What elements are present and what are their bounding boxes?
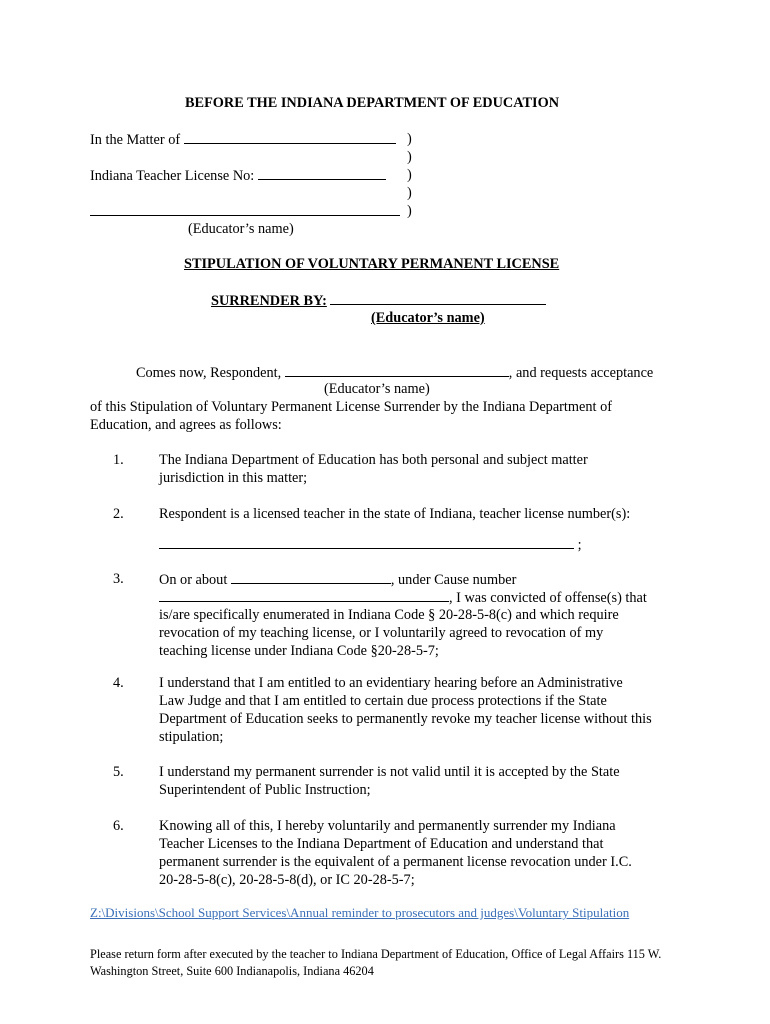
item-3-number: 3. — [113, 571, 124, 587]
item-5-line: Superintendent of Public Instruction; — [159, 782, 371, 798]
item-4-line: stipulation; — [159, 729, 224, 745]
item-4-line: I understand that I am entitled to an evidentiary hearing before an Administrative — [159, 675, 623, 691]
surrender-by-line — [211, 291, 546, 310]
item-3-line: teaching license under Indiana Code §20-28-5-7; — [159, 643, 439, 659]
intro-line-2: of this Stipulation of Voluntary Permanent License Surrender by the Indiana Department of — [90, 399, 612, 415]
item-3-line: is/are specifically enumerated in Indiana Code § 20-28-5-8(c) and which require — [159, 607, 619, 623]
conviction-date-field[interactable] — [231, 570, 391, 584]
footer-line-1: Please return form after executed by the teacher to Indiana Department of Education, Office of Legal Affairs 115 W. — [90, 947, 662, 961]
item-2-line: Respondent is a licensed teacher in the state of Indiana, teacher license number(s): — [159, 506, 631, 522]
caption-paren-5: ) — [407, 203, 412, 219]
cause-number-field[interactable] — [159, 588, 449, 602]
item-4-line: Law Judge and that I am entitled to certain due process protections if the State — [159, 693, 607, 709]
item-6-number: 6. — [113, 818, 124, 834]
educator-name-field[interactable] — [90, 202, 400, 216]
intro-comes-now: Comes now, Respondent, — [136, 365, 282, 381]
matter-label: In the Matter of — [90, 132, 181, 148]
caption-paren-2: ) — [407, 149, 412, 165]
caption-paren-3: ) — [407, 167, 412, 183]
item-2-text — [159, 505, 699, 523]
item-6-line: permanent surrender is the equivalent of a permanent license revocation under I.C. — [159, 854, 632, 870]
item-4-text — [159, 674, 699, 746]
item-3-text — [159, 606, 699, 660]
item-3-convicted: , I was convicted of offense(s) that — [449, 590, 647, 606]
footer-line-2: Washington Street, Suite 600 Indianapolis, Indiana 46204 — [90, 964, 374, 978]
matter-name-field[interactable] — [184, 130, 396, 144]
caption-paren-1: ) — [407, 131, 412, 147]
item-5-text — [159, 763, 699, 799]
document-title: STIPULATION OF VOLUNTARY PERMANENT LICENSE — [184, 256, 560, 272]
item-5-line: I understand my permanent surrender is not valid until it is accepted by the State — [159, 764, 620, 780]
surrender-by-label: SURRENDER BY: — [211, 293, 327, 309]
item-6-line: 20-28-5-8(c), 20-28-5-8(d), or IC 20-28-5-7; — [159, 872, 415, 888]
item-1-text — [159, 451, 699, 487]
intro-requests: , and requests acceptance — [508, 365, 654, 381]
item-3-line: revocation of my teaching license, or I voluntarily agreed to revocation of my — [159, 625, 604, 641]
item-3-first-line — [159, 570, 516, 589]
item-1-line: jurisdiction in this matter; — [159, 470, 308, 486]
surrender-name-field[interactable] — [330, 291, 546, 305]
intro-line-3: Education, and agrees as follows: — [90, 417, 282, 433]
item-1-line: The Indiana Department of Education has both personal and subject matter — [159, 452, 588, 468]
item-4-line: Department of Education seeks to permanently revoke my teacher license without this — [159, 711, 652, 727]
item-2-number: 2. — [113, 506, 124, 522]
educator-name-line — [90, 202, 400, 221]
item-4-number: 4. — [113, 675, 124, 691]
license-numbers-line — [159, 535, 582, 554]
item-6-line: Knowing all of this, I hereby voluntarily and permanently surrender my Indiana — [159, 818, 616, 834]
license-number-field[interactable] — [258, 166, 386, 180]
license-label: Indiana Teacher License No: — [90, 168, 255, 184]
educator-name-note: (Educator’s name) — [188, 221, 294, 237]
intro-name-note: (Educator’s name) — [324, 381, 430, 397]
matter-line — [90, 130, 396, 149]
license-numbers-field[interactable] — [159, 535, 574, 549]
respondent-name-field[interactable] — [285, 363, 509, 377]
item-2-semicolon: ; — [577, 537, 582, 553]
item-3-cause: , under Cause number — [390, 572, 517, 588]
document-heading: BEFORE THE INDIANA DEPARTMENT OF EDUCATION — [185, 95, 560, 111]
item-3-on-about: On or about — [159, 572, 228, 588]
item-3-second-line — [159, 588, 647, 607]
caption-paren-4: ) — [407, 185, 412, 201]
item-1-number: 1. — [113, 452, 124, 468]
item-6-text — [159, 817, 699, 889]
surrender-name-note: (Educator’s name) — [371, 310, 485, 326]
license-line — [90, 166, 386, 185]
item-5-number: 5. — [113, 764, 124, 780]
item-6-line: Teacher Licenses to the Indiana Department of Education and understand that — [159, 836, 604, 852]
file-path-link[interactable]: Z:\Divisions\School Support Services\Annual reminder to prosecutors and judges\Voluntary Stipulation — [90, 905, 630, 920]
